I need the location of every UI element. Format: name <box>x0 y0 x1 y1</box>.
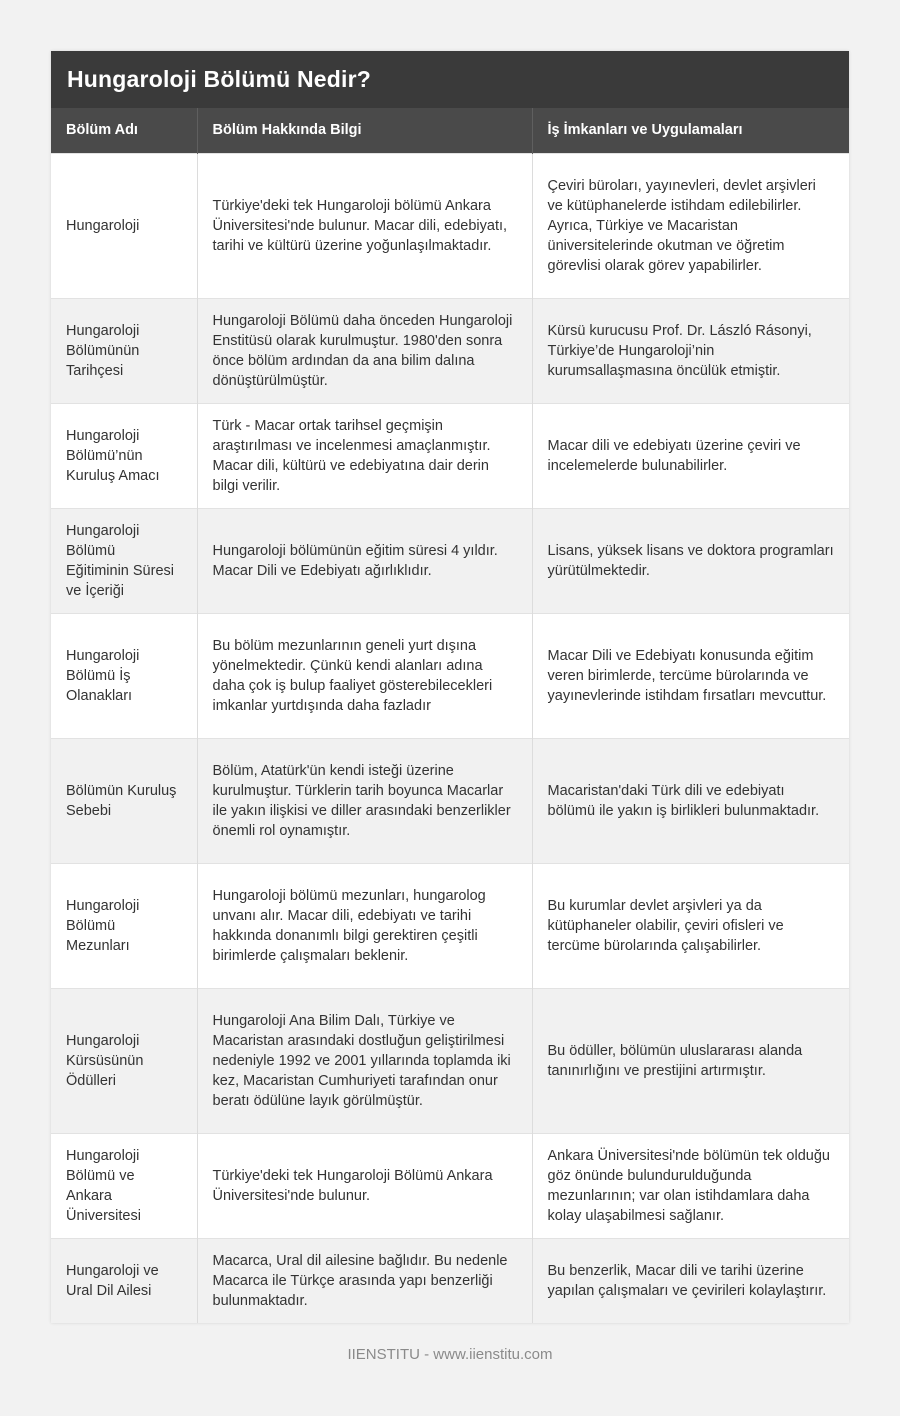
table-row <box>51 1133 849 1238</box>
cell-jobs: Macar Dili ve Edebiyatı konusunda eğitim veren birimlerde, tercüme bürolarında ve yayınevlerinde istihdam fırsatları mevcuttur. <box>532 613 849 738</box>
cell-jobs: Macaristan'daki Türk dili ve edebiyatı bölümü ile yakın iş birlikleri bulunmaktadır. <box>532 738 849 863</box>
cell-info: Türkiye'deki tek Hungaroloji Bölümü Ankara Üniversitesi'nde bulunur. <box>197 1133 532 1238</box>
table-row <box>51 1238 849 1323</box>
cell-info: Bu bölüm mezunlarının geneli yurt dışına yönelmektedir. Çünkü kendi alanları adına daha çok iş bulup faaliyet gösterebilecekleri imkanlar yurtdışında daha fazladır <box>197 613 532 738</box>
cell-name: Hungaroloji <box>51 153 197 298</box>
cell-name: Hungaroloji Bölümü İş Olanakları <box>51 613 197 738</box>
cell-info: Bölüm, Atatürk'ün kendi isteği üzerine kurulmuştur. Türklerin tarih boyunca Macarlar ile yakın ilişkisi ve diller arasındaki benzerlikler önemli rol oynamıştır. <box>197 738 532 863</box>
table-row <box>51 508 849 613</box>
table-header-row <box>51 108 849 153</box>
cell-jobs: Ankara Üniversitesi'nde bölümün tek olduğu göz önünde bulundurulduğunda mezunlarının; var olan istihdamlara daha kolay ulaşabilmesi sağlanır. <box>532 1133 849 1238</box>
table-row <box>51 738 849 863</box>
cell-name: Hungaroloji ve Ural Dil Ailesi <box>51 1238 197 1323</box>
cell-jobs: Lisans, yüksek lisans ve doktora programları yürütülmektedir. <box>532 508 849 613</box>
cell-info: Hungaroloji bölümünün eğitim süresi 4 yıldır. Macar Dili ve Edebiyatı ağırlıklıdır. <box>197 508 532 613</box>
table-row <box>51 613 849 738</box>
header-name: Bölüm Adı <box>51 108 197 153</box>
cell-name: Hungaroloji Bölümü ve Ankara Üniversitesi <box>51 1133 197 1238</box>
cell-jobs: Bu benzerlik, Macar dili ve tarihi üzerine yapılan çalışmaları ve çevirileri kolaylaştırır. <box>532 1238 849 1323</box>
cell-jobs: Macar dili ve edebiyatı üzerine çeviri ve incelemelerde bulunabilirler. <box>532 403 849 508</box>
table-row <box>51 403 849 508</box>
page-title: Hungaroloji Bölümü Nedir? <box>51 51 849 108</box>
cell-info: Hungaroloji Bölümü daha önceden Hungaroloji Enstitüsü olarak kurulmuştur. 1980'den sonra önce bölüm ardından da ana bilim dalına dönüştürülmüştür. <box>197 298 532 403</box>
footer-credit: IIENSTITU - www.iienstitu.com <box>347 1346 553 1363</box>
cell-jobs: Kürsü kurucusu Prof. Dr. László Rásonyi, Türkiye’de Hungaroloji’nin kurumsallaşmasına öncülük etmiştir. <box>532 298 849 403</box>
table-row <box>51 863 849 988</box>
table-row <box>51 988 849 1133</box>
cell-jobs: Bu ödüller, bölümün uluslararası alanda tanınırlığını ve prestijini artırmıştır. <box>532 988 849 1133</box>
table-row <box>51 298 849 403</box>
cell-name: Hungaroloji Bölümü Mezunları <box>51 863 197 988</box>
cell-name: Bölümün Kuruluş Sebebi <box>51 738 197 863</box>
cell-name: Hungaroloji Kürsüsünün Ödülleri <box>51 988 197 1133</box>
table-row <box>51 153 849 298</box>
cell-jobs: Çeviri büroları, yayınevleri, devlet arşivleri ve kütüphanelerde istihdam edilebilirler. Ayrıca, Türkiye ve Macaristan üniversitelerinde okutman ve öğretim görevlisi olarak görev yapabilirler. <box>532 153 849 298</box>
info-table <box>51 108 849 1323</box>
cell-info: Hungaroloji bölümü mezunları, hungarolog unvanı alır. Macar dili, edebiyatı ve tarihi hakkında donanımlı bilgi gerektiren çeşitli birimlerde çalışmaları beklenir. <box>197 863 532 988</box>
cell-name: Hungaroloji Bölümü Eğitiminin Süresi ve İçeriği <box>51 508 197 613</box>
cell-name: Hungaroloji Bölümü’nün Kuruluş Amacı <box>51 403 197 508</box>
info-card <box>51 51 849 1323</box>
cell-name: Hungaroloji Bölümünün Tarihçesi <box>51 298 197 403</box>
header-jobs: İş İmkanları ve Uygulamaları <box>532 108 849 153</box>
cell-jobs: Bu kurumlar devlet arşivleri ya da kütüphaneler olabilir, çeviri ofisleri ve tercüme bürolarında çalışabilirler. <box>532 863 849 988</box>
cell-info: Türk - Macar ortak tarihsel geçmişin araştırılması ve incelenmesi amaçlanmıştır. Macar dili, kültürü ve edebiyatına dair derin bilgi verilir. <box>197 403 532 508</box>
cell-info: Hungaroloji Ana Bilim Dalı, Türkiye ve Macaristan arasındaki dostluğun geliştirilmesi nedeniyle 1992 ve 2001 yıllarında toplamda iki kez, Macaristan Cumhuriyeti tarafından onur beratı ödülüne layık görülmüştür. <box>197 988 532 1133</box>
cell-info: Türkiye'deki tek Hungaroloji bölümü Ankara Üniversitesi'nde bulunur. Macar dili, edebiyatı, tarihi ve kültürü üzerine yoğunlaşılmaktadır. <box>197 153 532 298</box>
header-info: Bölüm Hakkında Bilgi <box>197 108 532 153</box>
cell-info: Macarca, Ural dil ailesine bağlıdır. Bu nedenle Macarca ile Türkçe arasında yapı benzerliği bulunmaktadır. <box>197 1238 532 1323</box>
